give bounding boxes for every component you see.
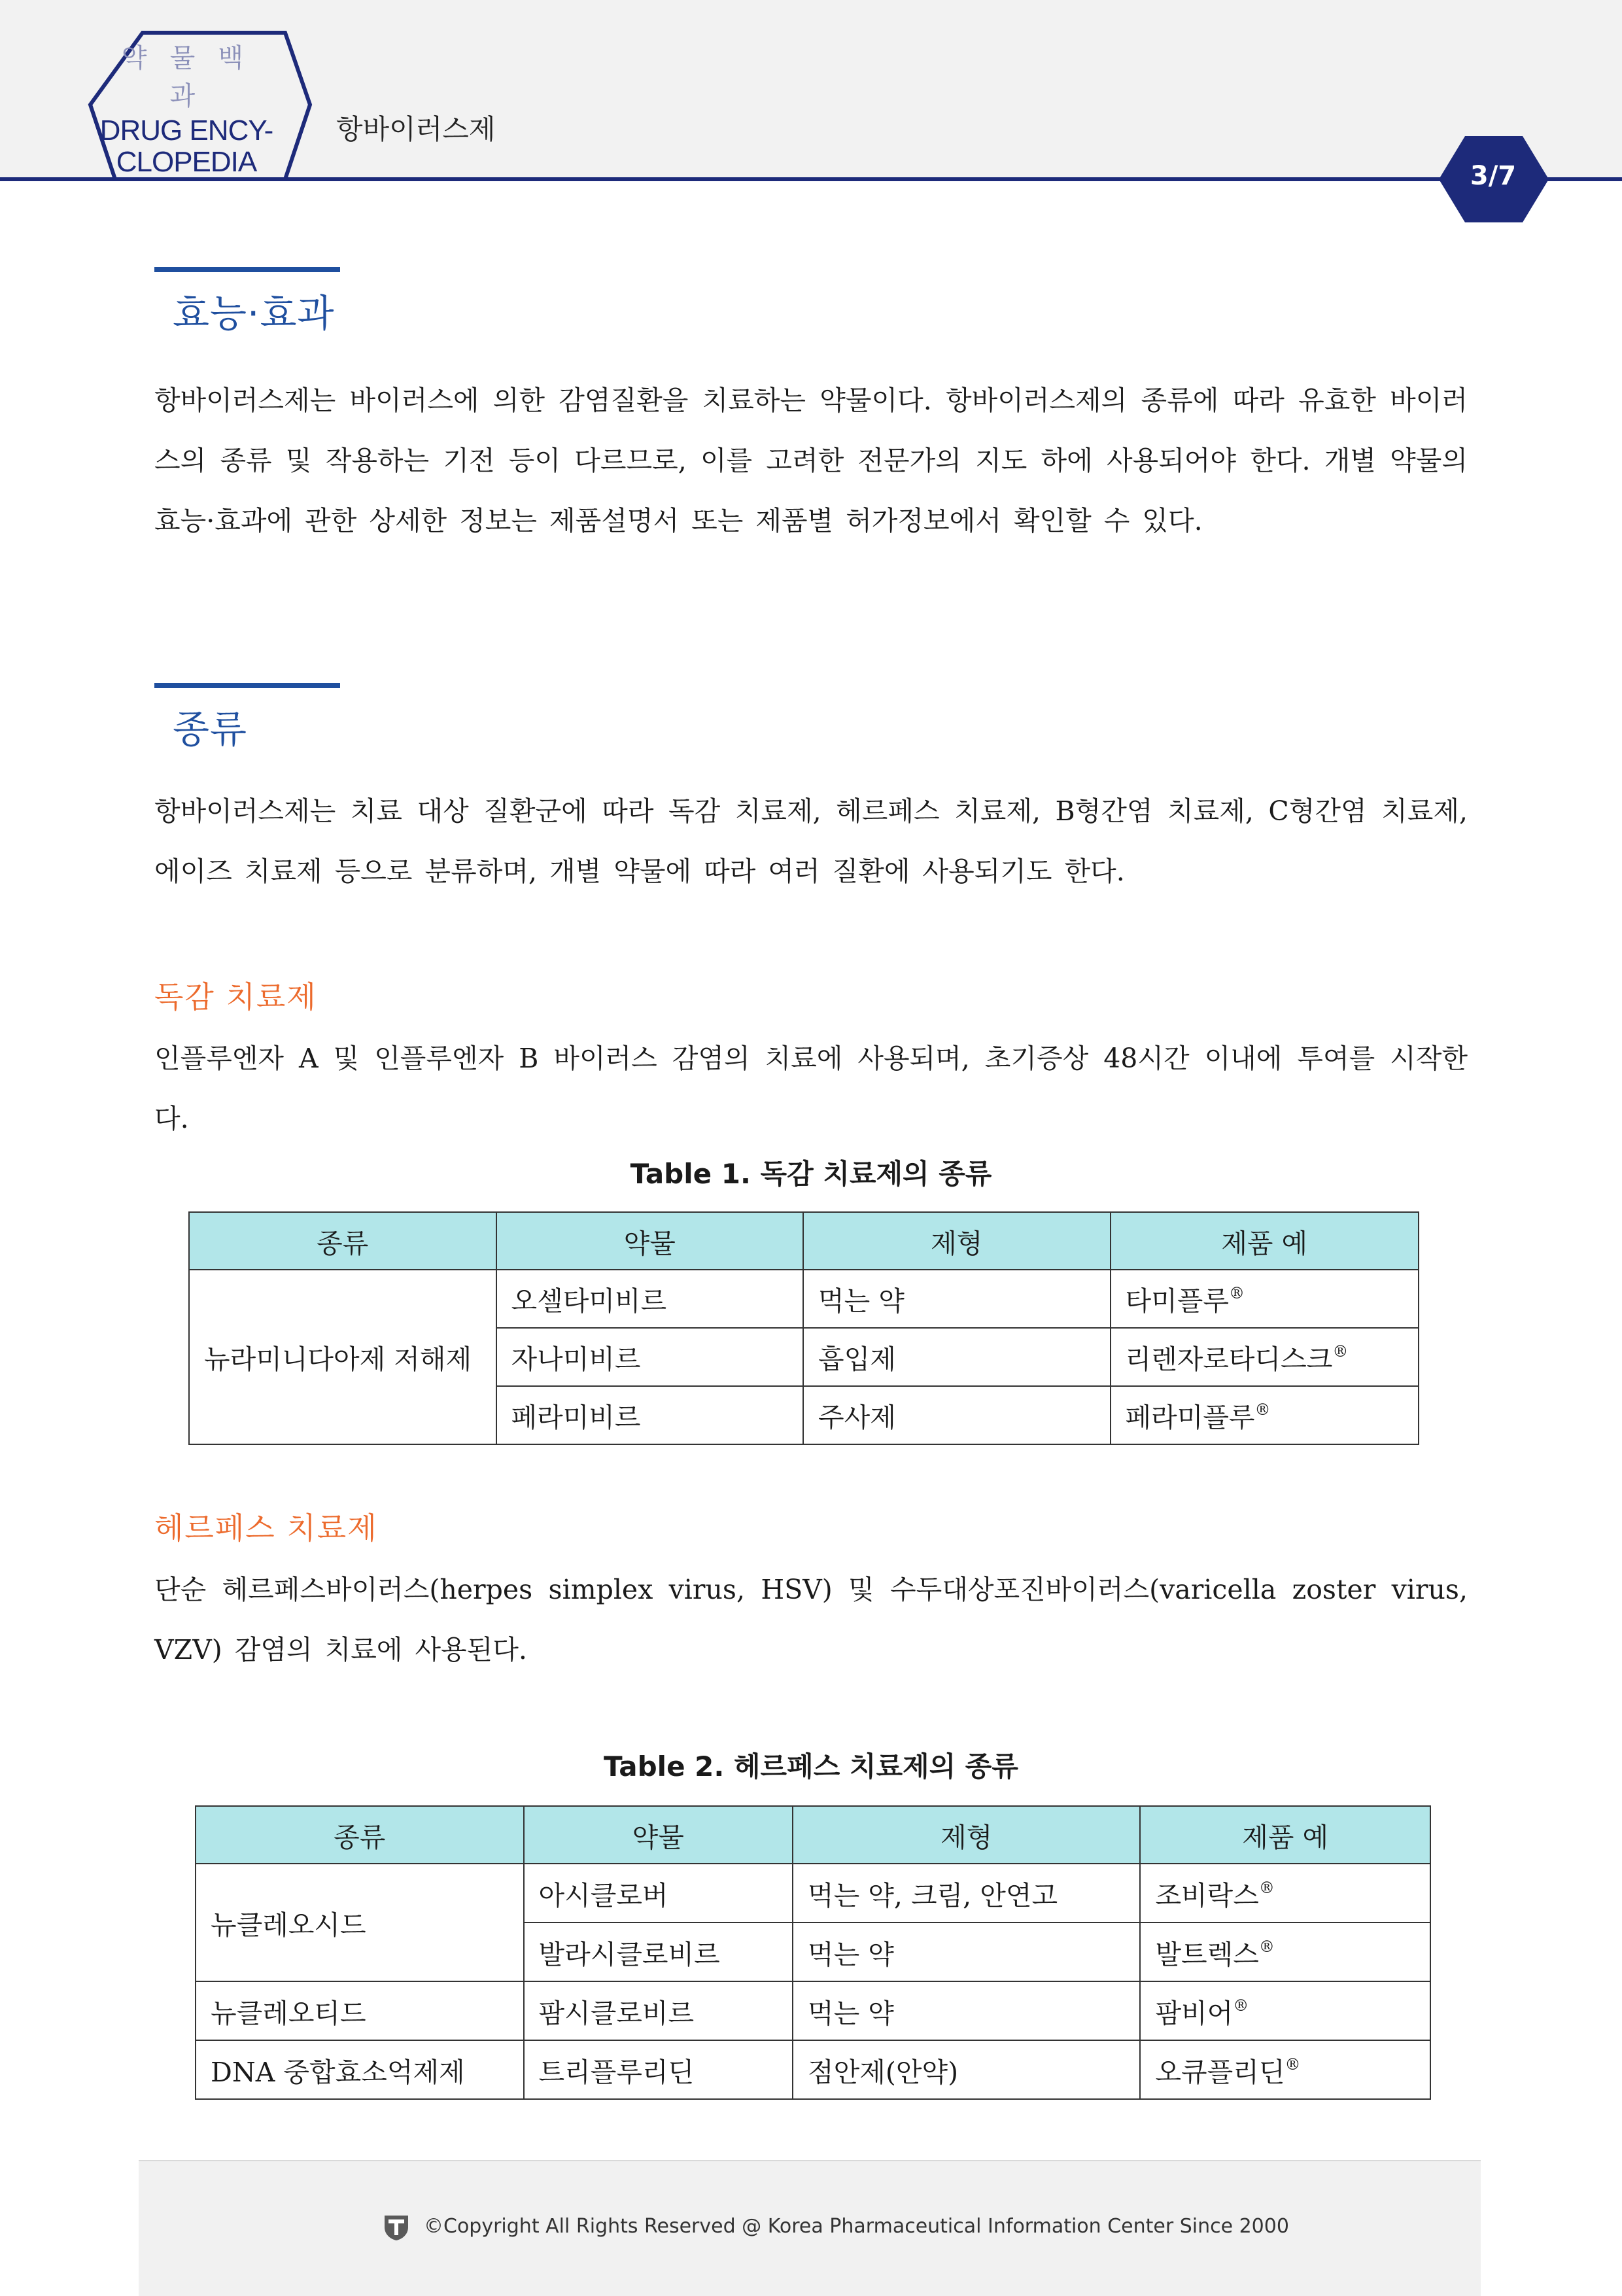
table1-header-row (189, 1212, 1419, 1270)
registered-mark: ® (1258, 1878, 1275, 1897)
section-title-types: 종류 (173, 707, 248, 752)
registered-mark: ® (1233, 1996, 1249, 2015)
drug-cell: 발라시클로비르 (524, 1922, 793, 1981)
types-paragraph: 항바이러스제는 치료 대상 질환군에 따라 독감 치료제, 헤르페스 치료제, B형간염 치료제, C형간염 치료제, 에이즈 치료제 등으로 분류하며, 개별 약물에 따라 여러 질환에 사용되기도 한다. (154, 795, 1468, 887)
shield-emblem-icon (382, 2213, 411, 2242)
drug-cell: 자나미비르 (496, 1328, 804, 1386)
section-title-efficacy: 효능·효과 (173, 291, 335, 336)
registered-mark: ® (1254, 1400, 1271, 1419)
product-cell (1111, 1328, 1419, 1386)
document-title: 항바이러스제 (336, 113, 496, 145)
table2-header-product: 제품 예 (1140, 1806, 1430, 1864)
table1 (188, 1211, 1419, 1445)
efficacy-paragraph: 항바이러스제는 바이러스에 의한 감염질환을 치료하는 약물이다. 항바이러스제의 종류에 따라 유효한 바이러스의 종류 및 작용하는 기전 등이 다르므로, 이를 고려한 전문가의 지도 하에 사용되어야 한다. 개별 약물의 효능·효과에 관한 상세한 정보는 제품설명서 또는 제품별 허가정보에서 확인할 수 있다. (154, 385, 1468, 536)
logo (98, 39, 275, 178)
table1-group-cell: 뉴라미니다아제 저해제 (189, 1270, 496, 1444)
form-cell: 먹는 약 (803, 1270, 1111, 1328)
product-cell (1140, 1864, 1430, 1922)
table1-header-product: 제품 예 (1111, 1212, 1419, 1270)
product-cell (1140, 2040, 1430, 2099)
logo-korean: 약 물 백 과 (121, 44, 252, 111)
product-name: 오큐플리딘 (1155, 2056, 1285, 2088)
table2-header-form: 제형 (793, 1806, 1140, 1864)
product-cell (1140, 1981, 1430, 2040)
product-name: 페라미플루 (1125, 1402, 1255, 1433)
form-cell: 먹는 약 (793, 1981, 1140, 2040)
product-name: 타미플루 (1125, 1285, 1229, 1317)
drug-cell: 페라미비르 (496, 1386, 804, 1444)
drug-cell: 아시클로버 (524, 1864, 793, 1922)
table1-header-drug: 약물 (496, 1212, 804, 1270)
flu-paragraph: 인플루엔자 A 및 인플루엔자 B 바이러스 감염의 치료에 사용되며, 초기증상 48시간 이내에 투여를 시작한다. (154, 1043, 1468, 1134)
product-name: 조비락스 (1155, 1879, 1259, 1911)
product-cell (1140, 1922, 1430, 1981)
table2-header-type: 종류 (196, 1806, 524, 1864)
form-cell: 주사제 (803, 1386, 1111, 1444)
table-row (196, 1864, 1430, 1922)
registered-mark: ® (1332, 1342, 1349, 1361)
form-cell: 흡입제 (803, 1328, 1111, 1386)
table2-group-cell: 뉴클레오티드 (196, 1981, 524, 2040)
product-cell (1111, 1270, 1419, 1328)
table2-header-row (196, 1806, 1430, 1864)
drug-cell: 트리플루리딘 (524, 2040, 793, 2099)
section-bar-types (154, 683, 340, 688)
page-number: 3/7 (1470, 161, 1517, 191)
logo-english-line2: CLOPEDIA (116, 146, 257, 178)
logo-english-line1: DRUG ENCY- (99, 114, 273, 147)
drug-cell: 팜시클로비르 (524, 1981, 793, 2040)
registered-mark: ® (1228, 1284, 1245, 1302)
product-name: 리렌자로타디스크 (1125, 1344, 1333, 1375)
subsection-title-herpes: 헤르페스 치료제 (154, 1510, 378, 1546)
table-row (196, 2040, 1430, 2099)
form-cell: 먹는 약 (793, 1922, 1140, 1981)
drug-cell: 오셀타미비르 (496, 1270, 804, 1328)
table1-header-form: 제형 (803, 1212, 1111, 1270)
product-name: 팜비어 (1155, 1997, 1234, 2029)
table2 (195, 1805, 1431, 2100)
table2-group-cell: 뉴클레오시드 (196, 1864, 524, 1981)
copyright-text: ©Copyright All Rights Reserved @ Korea Pharmaceutical Information Center Since 2000 (424, 2215, 1289, 2238)
table2-caption: Table 2. 헤르페스 치료제의 종류 (604, 1750, 1018, 1783)
table1-header-type: 종류 (189, 1212, 496, 1270)
form-cell: 먹는 약, 크림, 안연고 (793, 1864, 1140, 1922)
table-row (196, 1981, 1430, 2040)
registered-mark: ® (1285, 2055, 1301, 2074)
registered-mark: ® (1258, 1937, 1275, 1956)
table1-caption: Table 1. 독감 치료제의 종류 (630, 1158, 992, 1190)
herpes-paragraph: 단순 헤르페스바이러스(herpes simplex virus, HSV) 및 수두대상포진바이러스(varicella zoster virus, VZV) 감염의 치료에 사용된다. (154, 1574, 1468, 1665)
product-cell (1111, 1386, 1419, 1444)
section-bar-efficacy (154, 267, 340, 272)
table2-header-drug: 약물 (524, 1806, 793, 1864)
table-row (189, 1270, 1419, 1328)
table2-group-cell: DNA 중합효소억제제 (196, 2040, 524, 2099)
form-cell: 점안제(안약) (793, 2040, 1140, 2099)
subsection-title-flu: 독감 치료제 (154, 979, 317, 1015)
product-name: 발트렉스 (1155, 1938, 1259, 1970)
